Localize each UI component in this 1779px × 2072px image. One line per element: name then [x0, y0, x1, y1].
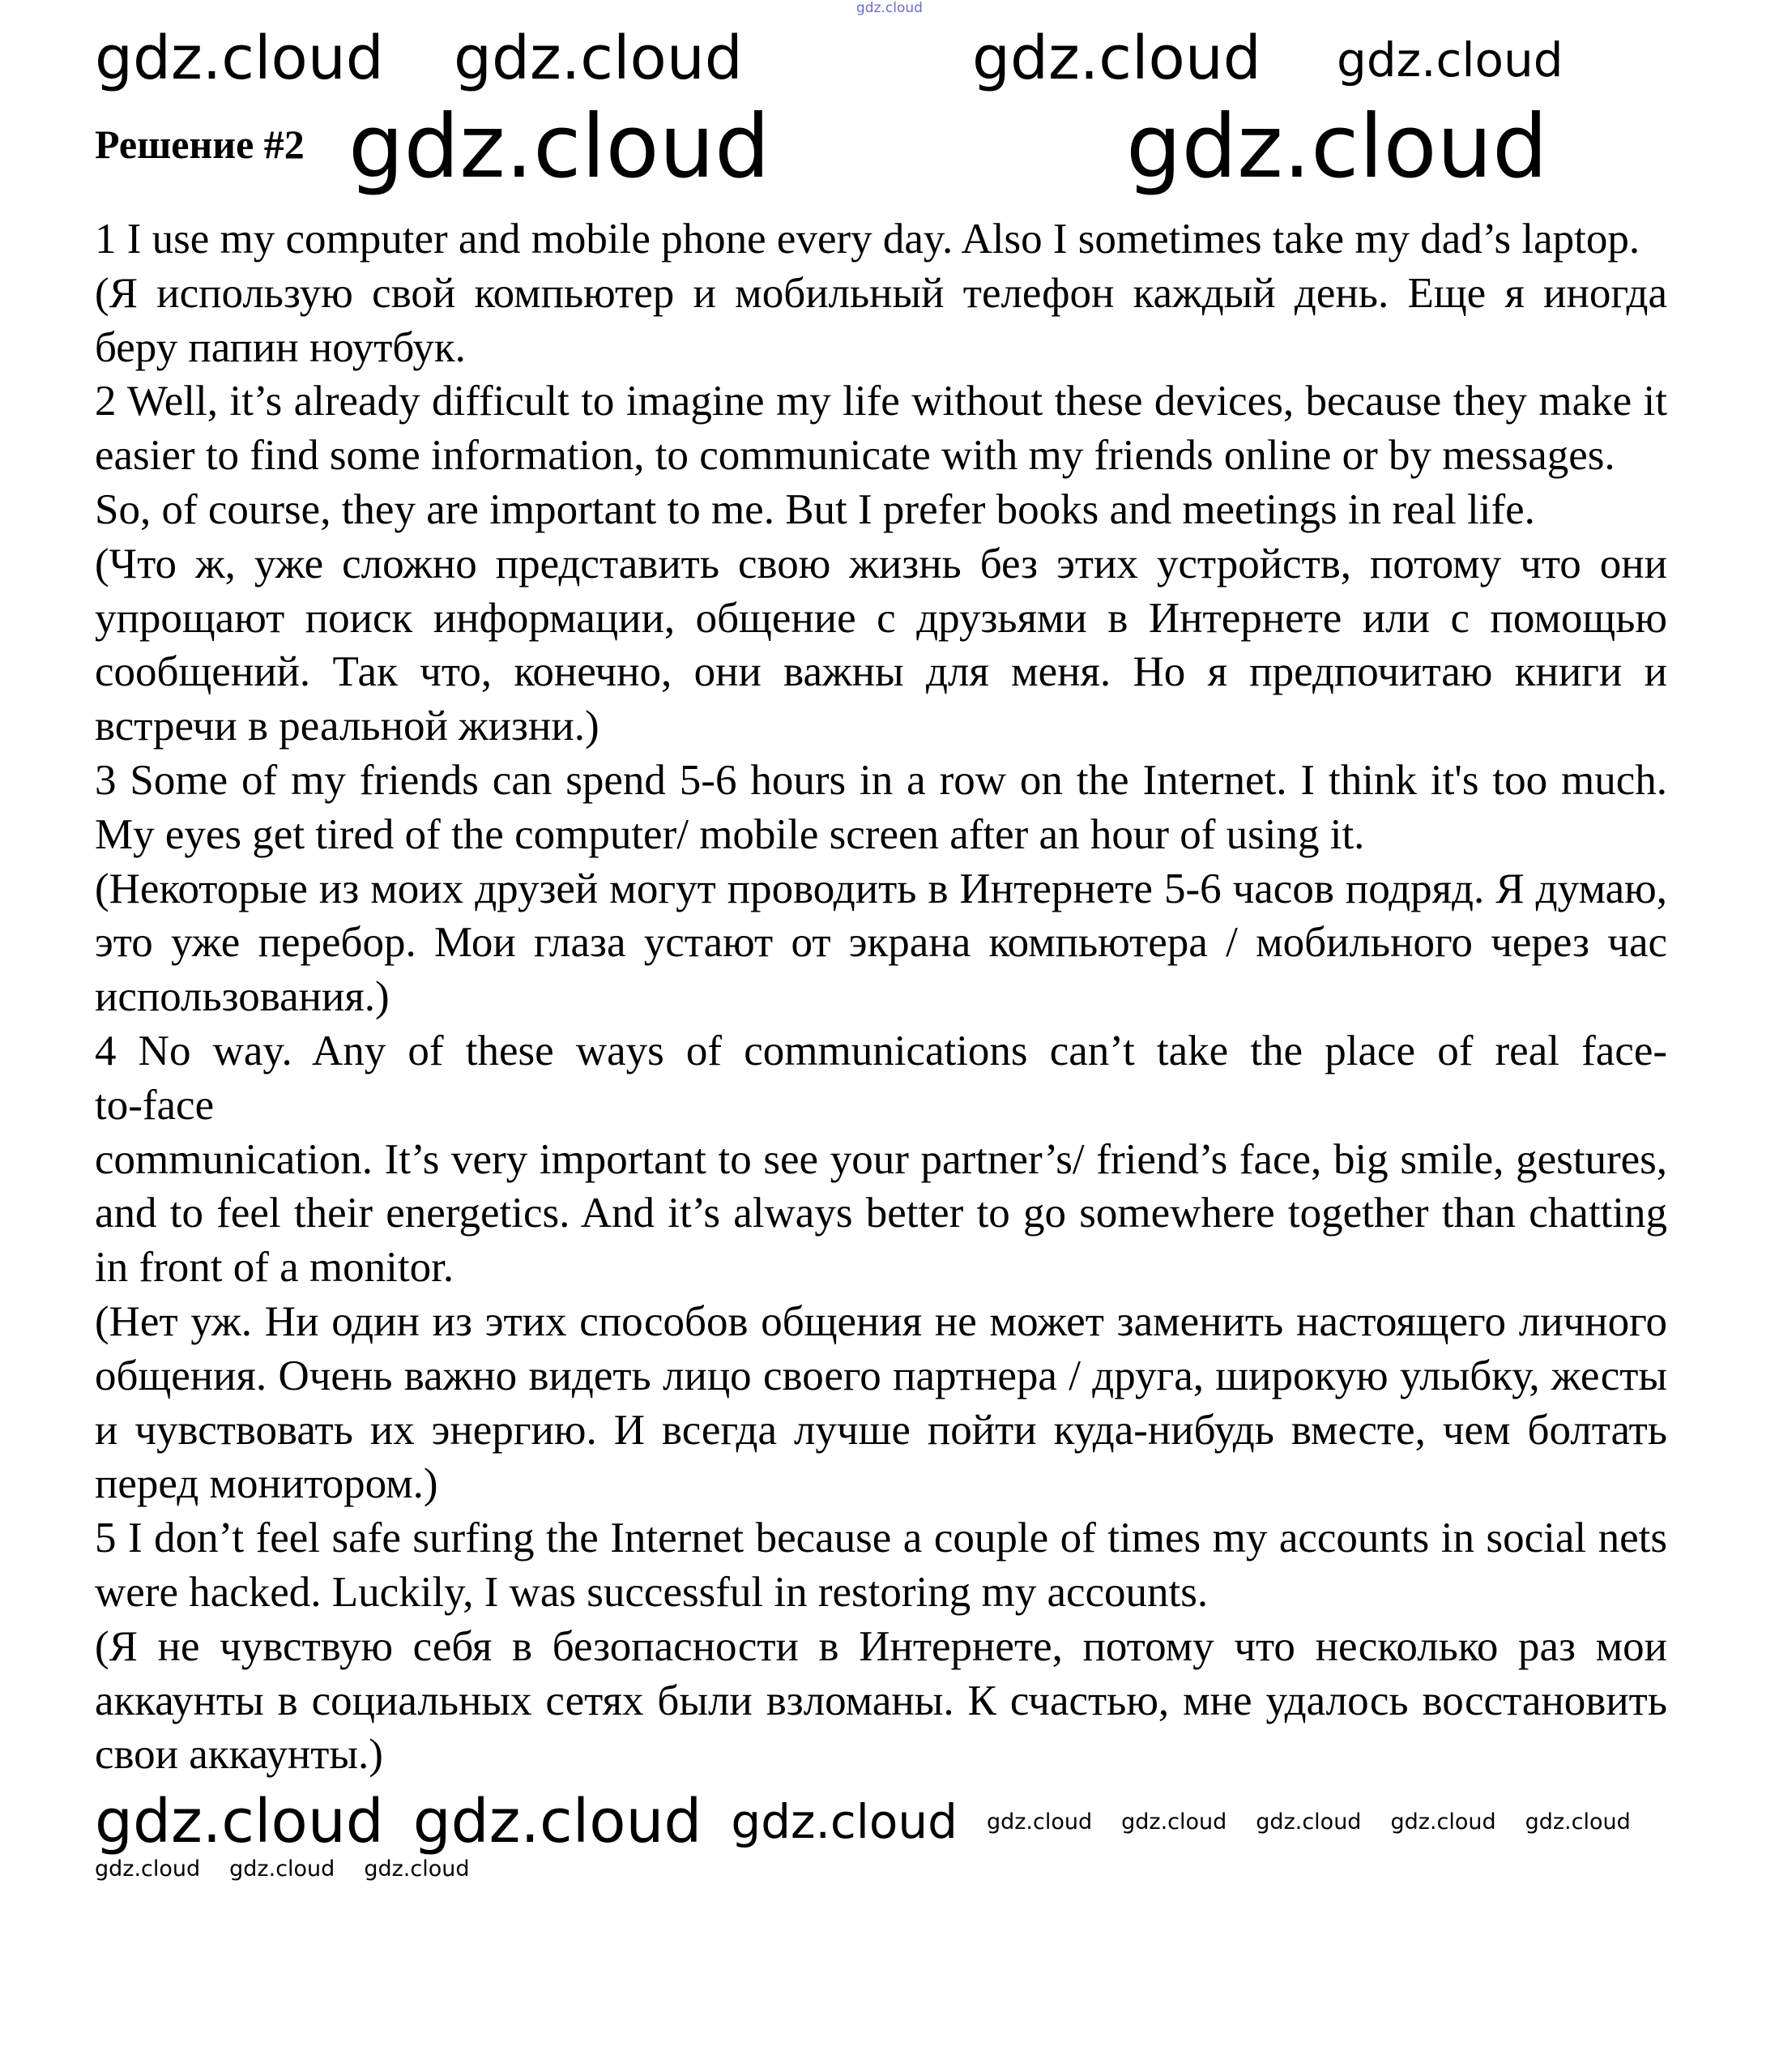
watermark: gdz.cloud	[364, 1856, 470, 1882]
paragraph: 3 Some of my friends can spend 5-6 hours in a row on the Internet. I think it's too much. My eyes get tired of the computer/ mobile screen after an hour of using it.	[95, 756, 1667, 858]
paragraph: 5 I don’t feel safe surfing the Internet because a couple of times my accounts in social nets were hacked. Luckily, I was successful in restoring my accounts.	[95, 1514, 1667, 1616]
watermark: gdz.cloud	[412, 1787, 702, 1857]
watermark: gdz.cloud	[95, 23, 384, 93]
watermark: gdz.cloud	[348, 96, 770, 198]
watermark: gdz.cloud	[1525, 1809, 1631, 1835]
paragraph: 4 No way. Any of these ways of communications can’t take the place of real face-	[95, 1027, 1667, 1074]
watermark: gdz.cloud	[229, 1856, 335, 1882]
watermark: gdz.cloud	[95, 1856, 201, 1882]
paragraph: (Некоторые из моих друзей могут проводить в Интернете 5-6 часов подряд. Я думаю, это уже перебор. Мои глаза устают от экрана компьютера / мобильного через час использования.)	[95, 865, 1667, 1021]
watermark-footer	[95, 1787, 1667, 1882]
watermark: gdz.cloud	[1390, 1809, 1496, 1835]
watermark: gdz.cloud	[454, 23, 743, 93]
paragraph: (Я использую свой компьютер и мобильный телефон каждый день. Еще я иногда беру папин ноутбук.	[95, 269, 1667, 371]
watermark: gdz.cloud	[95, 1787, 384, 1857]
paragraph: to-face	[95, 1081, 215, 1129]
paragraph: So, of course, they are important to me. But I prefer books and meetings in real life.	[95, 485, 1535, 533]
paragraph: 1 I use my computer and mobile phone every day. Also I sometimes take my dad’s laptop.	[95, 216, 1640, 263]
watermark: gdz.cloud	[972, 23, 1261, 93]
watermark: gdz.cloud	[1121, 1809, 1227, 1835]
paragraph: 2 Well, it’s already difficult to imagine my life without these devices, because they make it easier to find some information, to communicate with my friends online or by messages.	[95, 378, 1667, 480]
watermark: gdz.cloud	[986, 1809, 1093, 1835]
watermark: gdz.cloud	[1337, 32, 1564, 88]
paragraph: (Я не чувствую себя в безопасности в Интернете, потому что несколько раз мои аккаунты в социальных сетях были взломаны. К счастью, мне удалось восстановить свои аккаунты.)	[95, 1622, 1667, 1779]
paragraph: communication. It’s very important to see your partner’s/ friend’s face, big smile, gestures, and to feel their energetics. And it’s always better to go somewhere together than chatting in front of a monitor.	[95, 1135, 1667, 1292]
watermark: gdz.cloud	[1126, 96, 1548, 198]
document-body	[95, 212, 1667, 1880]
paragraph: (Что ж, уже сложно представить свою жизнь без этих устройств, потому что они упрощают поиск информации, общение с друзьями в Интернете или с помощью сообщений. Так что, конечно, они важны для меня. Но я предпочитаю книги и встречи в реальной жизни.)	[95, 540, 1667, 750]
page-title: Решение #2	[95, 122, 305, 167]
watermark: gdz.cloud	[731, 1794, 958, 1850]
watermark: gdz.cloud	[1256, 1809, 1362, 1835]
watermark: gdz.cloud	[856, 0, 923, 16]
paragraph: (Нет уж. Ни один из этих способов общения не может заменить настоящего личного общения. Очень важно видеть лицо своего партнера / друга, широкую улыбку, жесты и чувствовать их энергию. И всегда лучше пойти куда-нибудь вместе, чем болтать перед монитором.)	[95, 1297, 1667, 1508]
